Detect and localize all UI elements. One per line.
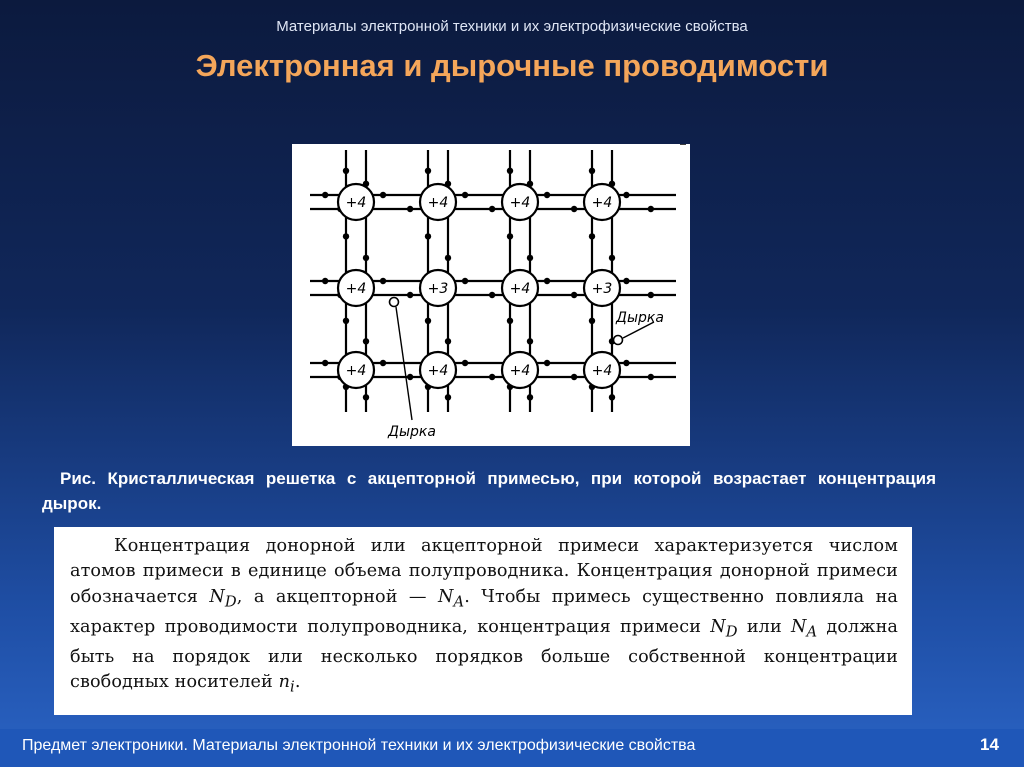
electron-dot	[489, 292, 495, 298]
electron-dot	[571, 374, 577, 380]
electron-dot	[445, 338, 451, 344]
atom-node	[420, 270, 456, 306]
lattice-diagram	[292, 144, 690, 446]
electron-dot	[343, 318, 349, 324]
excerpt-text-1: Концентрация донорной или акцепторной примеси характеризуется числом атомов примеси в единице объема полупроводника. Концентрация донорной примеси обозначается	[70, 536, 898, 607]
electron-dot	[363, 338, 369, 344]
electron-dot	[589, 168, 595, 174]
symbol-na-2-sub: A	[806, 623, 818, 641]
atom-node	[584, 270, 620, 306]
hole-label-bottom: Дырка	[388, 424, 436, 440]
symbol-ni-sub: i	[290, 678, 295, 696]
electron-dot	[623, 192, 629, 198]
symbol-na-sub: A	[453, 593, 465, 611]
electron-dot	[571, 292, 577, 298]
symbol-nd-sub: D	[224, 593, 237, 611]
electron-dot	[507, 233, 513, 239]
electron-dot	[380, 192, 386, 198]
electron-dot	[445, 394, 451, 400]
electron-dot	[648, 374, 654, 380]
electron-dot	[407, 206, 413, 212]
electron-dot	[343, 168, 349, 174]
electron-dot	[489, 206, 495, 212]
electron-dot	[425, 318, 431, 324]
symbol-nd-2-sub: D	[725, 623, 738, 641]
excerpt-text-3: . Чтобы примесь существенно повлияла на характер проводимости полупроводника, концентрация примеси	[70, 586, 899, 637]
symbol-ni: n	[278, 672, 291, 693]
atom-charge-label: +4	[345, 363, 367, 379]
atom-node	[502, 184, 538, 220]
electron-dot	[527, 255, 533, 261]
electron-dot	[544, 360, 550, 366]
electron-dot	[343, 233, 349, 239]
figure-caption: Рис. Кристаллическая решетка с акцепторной примесью, при которой возрастает концентрация дырок.	[42, 469, 936, 513]
atom-charge-label: +4	[345, 281, 367, 297]
electron-dot	[589, 233, 595, 239]
atom-charge-label: +3	[427, 281, 449, 297]
hole-marker-left	[390, 298, 399, 307]
electron-dot	[380, 278, 386, 284]
excerpt-text-2: , а акцепторной —	[236, 586, 439, 607]
excerpt-paragraph	[70, 534, 898, 700]
electron-dot	[445, 255, 451, 261]
atom-node	[584, 352, 620, 388]
slide-title: Электронная и дырочные проводимости	[195, 48, 829, 83]
electron-dot	[544, 192, 550, 198]
electron-dot	[648, 292, 654, 298]
crystal-lattice-figure	[292, 144, 690, 446]
electron-dot	[609, 255, 615, 261]
footer-text: Предмет электроники. Материалы электронной техники и их электрофизические свойства	[22, 737, 696, 754]
electron-dot	[527, 394, 533, 400]
electron-dot	[589, 318, 595, 324]
electron-dot	[623, 278, 629, 284]
atom-node	[420, 352, 456, 388]
atom-node	[420, 184, 456, 220]
atom-charge-label: +4	[427, 195, 449, 211]
slide-subtitle: Материалы электронной техники и их электрофизические свойства	[276, 18, 748, 35]
electron-dot	[322, 360, 328, 366]
electron-dot	[425, 168, 431, 174]
atom-node	[502, 270, 538, 306]
electron-dot	[507, 318, 513, 324]
atom-circles	[338, 184, 620, 388]
page-number: 14	[980, 735, 999, 754]
electron-dot	[527, 338, 533, 344]
electron-dot	[571, 206, 577, 212]
electron-dot	[462, 192, 468, 198]
electron-dot	[322, 278, 328, 284]
atom-charge-label: +4	[427, 363, 449, 379]
electron-dot	[425, 233, 431, 239]
excerpt-text-5: должна быть на порядок или несколько порядков больше собственной концентрации свободных носителей	[70, 616, 898, 693]
electron-dot	[648, 206, 654, 212]
electron-dot	[609, 394, 615, 400]
excerpt-text-4: или	[737, 616, 791, 637]
electron-dot	[380, 360, 386, 366]
hole-label-right: Дырка	[616, 310, 664, 326]
symbol-na: N	[438, 586, 454, 607]
electron-dot	[407, 292, 413, 298]
electron-dot	[462, 360, 468, 366]
atom-node	[584, 184, 620, 220]
electron-dot	[623, 360, 629, 366]
text-excerpt	[54, 527, 912, 715]
electron-dot	[407, 374, 413, 380]
electron-dot	[363, 394, 369, 400]
atom-charge-label: +4	[345, 195, 367, 211]
atom-charge-label: +4	[509, 281, 531, 297]
symbol-nd: N	[209, 586, 225, 607]
atom-charge-label: +3	[591, 281, 613, 297]
hole-marker-right	[614, 336, 623, 345]
atom-node	[502, 352, 538, 388]
atom-node	[338, 270, 374, 306]
atom-charge-label: +4	[509, 363, 531, 379]
atom-charge-label: +4	[591, 363, 613, 379]
electron-dot	[363, 255, 369, 261]
symbol-nd-2: N	[710, 616, 726, 637]
electron-dot	[489, 374, 495, 380]
atom-charge-label: +4	[509, 195, 531, 211]
atom-charge-label: +4	[591, 195, 613, 211]
electron-dot	[544, 278, 550, 284]
electron-dot	[322, 192, 328, 198]
atom-node	[338, 184, 374, 220]
electron-dot	[462, 278, 468, 284]
electron-dot	[507, 168, 513, 174]
atom-node	[338, 352, 374, 388]
symbol-na-2: N	[791, 616, 807, 637]
excerpt-text-6: .	[294, 672, 301, 693]
